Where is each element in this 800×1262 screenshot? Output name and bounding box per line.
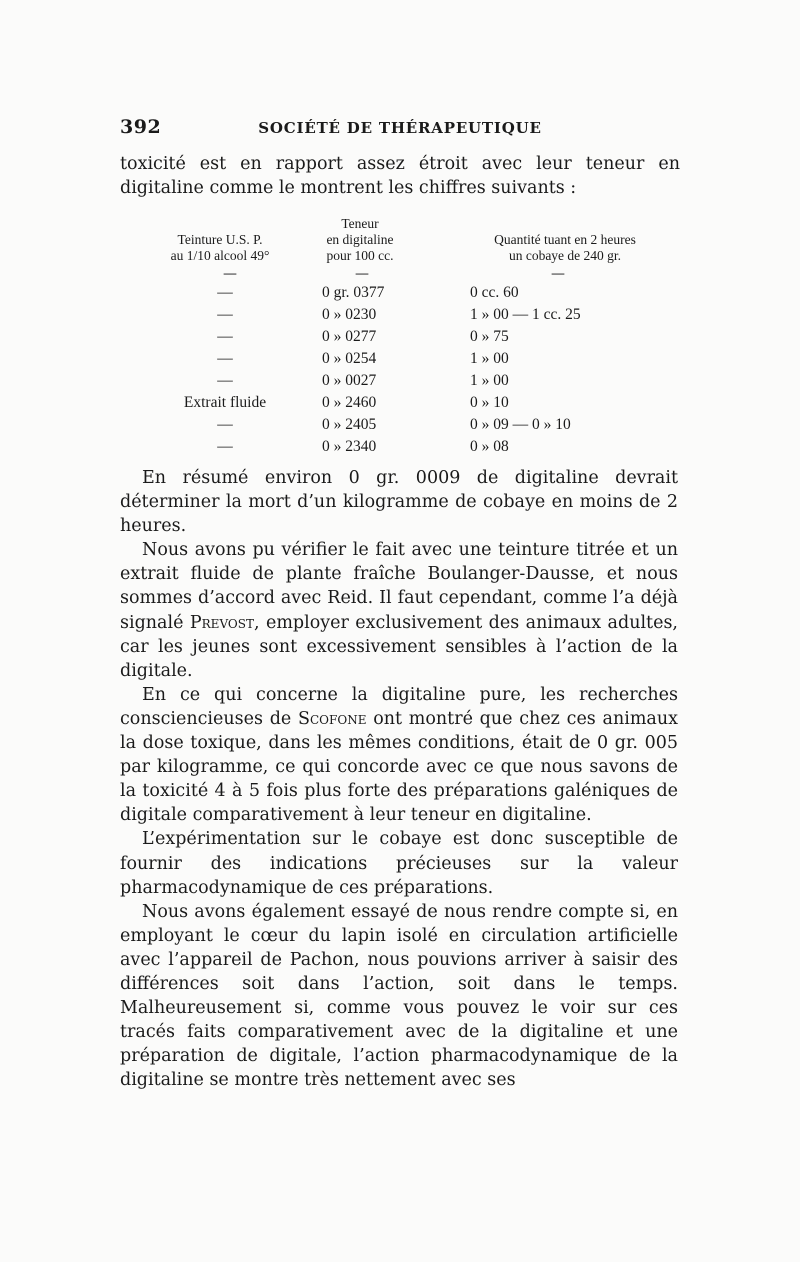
col1-header-line: au 1/10 alcool 49° (170, 248, 270, 263)
col1-header-line: Teinture U.S. P. (177, 232, 263, 247)
table-cell-lethal-dose: 1 » 00 (470, 372, 509, 389)
table-cell-lethal-dose: 0 » 08 (470, 438, 509, 455)
table-row (0, 284, 800, 306)
paragraph: L’expérimentation sur le cobaye est donc susceptible de fournir des indications précieuses sur la valeur pharmacodynamique de ces préparations. (120, 829, 678, 898)
table-row (0, 328, 800, 350)
table-cell-preparation: Extrait fluide (183, 394, 267, 411)
table-cell-content: 0 » 0230 (322, 306, 377, 323)
table-cell-preparation: — (217, 372, 233, 389)
paragraph (120, 683, 678, 828)
col2-header (285, 216, 435, 264)
table-row (0, 350, 800, 372)
col2-header-line: Teneur (341, 216, 379, 231)
table-cell-preparation: — (217, 438, 233, 455)
header-dash: — (223, 266, 237, 282)
paragraph-text: ont montré que chez ces animaux la dose toxique, dans les mêmes conditions, était de 0 gr. 005 par kilogramme, ce qui concorde avec ce que nous savons de la toxicité 4 à 5 fois plus forte des préparations galéniques de digitale comparativement à leur teneur en digitaline. (120, 708, 678, 826)
header-dash: — (551, 266, 565, 282)
table-cell-preparation: — (217, 306, 233, 323)
col2-header-line: en digitaline (326, 232, 394, 247)
paragraph-text: Nous avons pu vérifier le fait avec une teinture titrée et un extrait fluide de plante fraîche Boulanger-Dausse, et nous sommes d’accord avec Reid. Il faut cependant, comme l’a déjà signalé (120, 540, 678, 633)
table-cell-lethal-dose: 0 » 09 — 0 » 10 (470, 416, 571, 433)
paragraph: En résumé environ 0 gr. 0009 de digitaline devrait déterminer la mort d’un kilogramme de cobaye en moins de 2 heures. (120, 468, 678, 537)
table-cell-content: 0 » 0254 (322, 350, 377, 367)
col2-header-line: pour 100 cc. (326, 248, 394, 263)
paragraph-text: , employer exclusivement des animaux adultes, car les jeunes sont excessivement sensibles à l’action de la digitale. (120, 612, 678, 681)
page-header (120, 116, 680, 140)
table-cell-content: 0 » 0027 (322, 372, 377, 389)
table-row (0, 372, 800, 394)
table-cell-content: 0 » 2405 (322, 416, 377, 433)
col3-header-line: Quantité tuant en 2 heures (494, 232, 636, 247)
body-text (120, 466, 678, 1092)
table-cell-lethal-dose: 0 cc. 60 (470, 284, 519, 301)
table-cell-content: 0 » 2340 (322, 438, 377, 455)
table-cell-lethal-dose: 0 » 75 (470, 328, 509, 345)
table-cell-preparation: — (217, 284, 233, 301)
author-name: Prevost (189, 612, 254, 633)
table-cell-preparation: — (217, 328, 233, 345)
table-row (0, 438, 800, 460)
table-cell-content: 0 » 0277 (322, 328, 377, 345)
table-cell-preparation: — (217, 416, 233, 433)
running-title: SOCIÉTÉ DE THÉRAPEUTIQUE (258, 119, 542, 137)
table-row (0, 394, 800, 416)
header-dash: — (355, 266, 369, 282)
col3-header-line: un cobaye de 240 gr. (508, 248, 622, 263)
table-cell-lethal-dose: 1 » 00 (470, 350, 509, 367)
table-row (0, 306, 800, 328)
table-cell-content: 0 gr. 0377 (322, 284, 385, 301)
page-number: 392 (120, 116, 162, 138)
paragraph: Nous avons également essayé de nous rendre compte si, en employant le cœur du lapin isolé en circulation artificielle avec l’appareil de Pachon, nous pouvions arriver à saisir des différences soit dans l’action, soit dans le temps. Malheureusement si, comme vous pouvez le voir sur ces tracés faits comparativement avec de la digitaline et une préparation de digitale, l’action pharmacodynamique de la digitaline se montre très nettement avec ses (120, 901, 678, 1091)
table-row (0, 416, 800, 438)
paragraph (120, 538, 678, 683)
paragraph-text: En ce qui concerne la digitaline pure, les recherches consciencieuses de (120, 684, 678, 729)
author-name: Scofone (298, 708, 367, 729)
table-cell-lethal-dose: 0 » 10 (470, 394, 509, 411)
intro-paragraph: toxicité est en rapport assez étroit avec leur teneur en digitaline comme le montrent les chiffres suivants : (120, 154, 680, 198)
col3-header (440, 232, 690, 264)
table-cell-content: 0 » 2460 (322, 394, 377, 411)
table-cell-lethal-dose: 1 » 00 — 1 cc. 25 (470, 306, 581, 323)
table-cell-preparation: — (217, 350, 233, 367)
